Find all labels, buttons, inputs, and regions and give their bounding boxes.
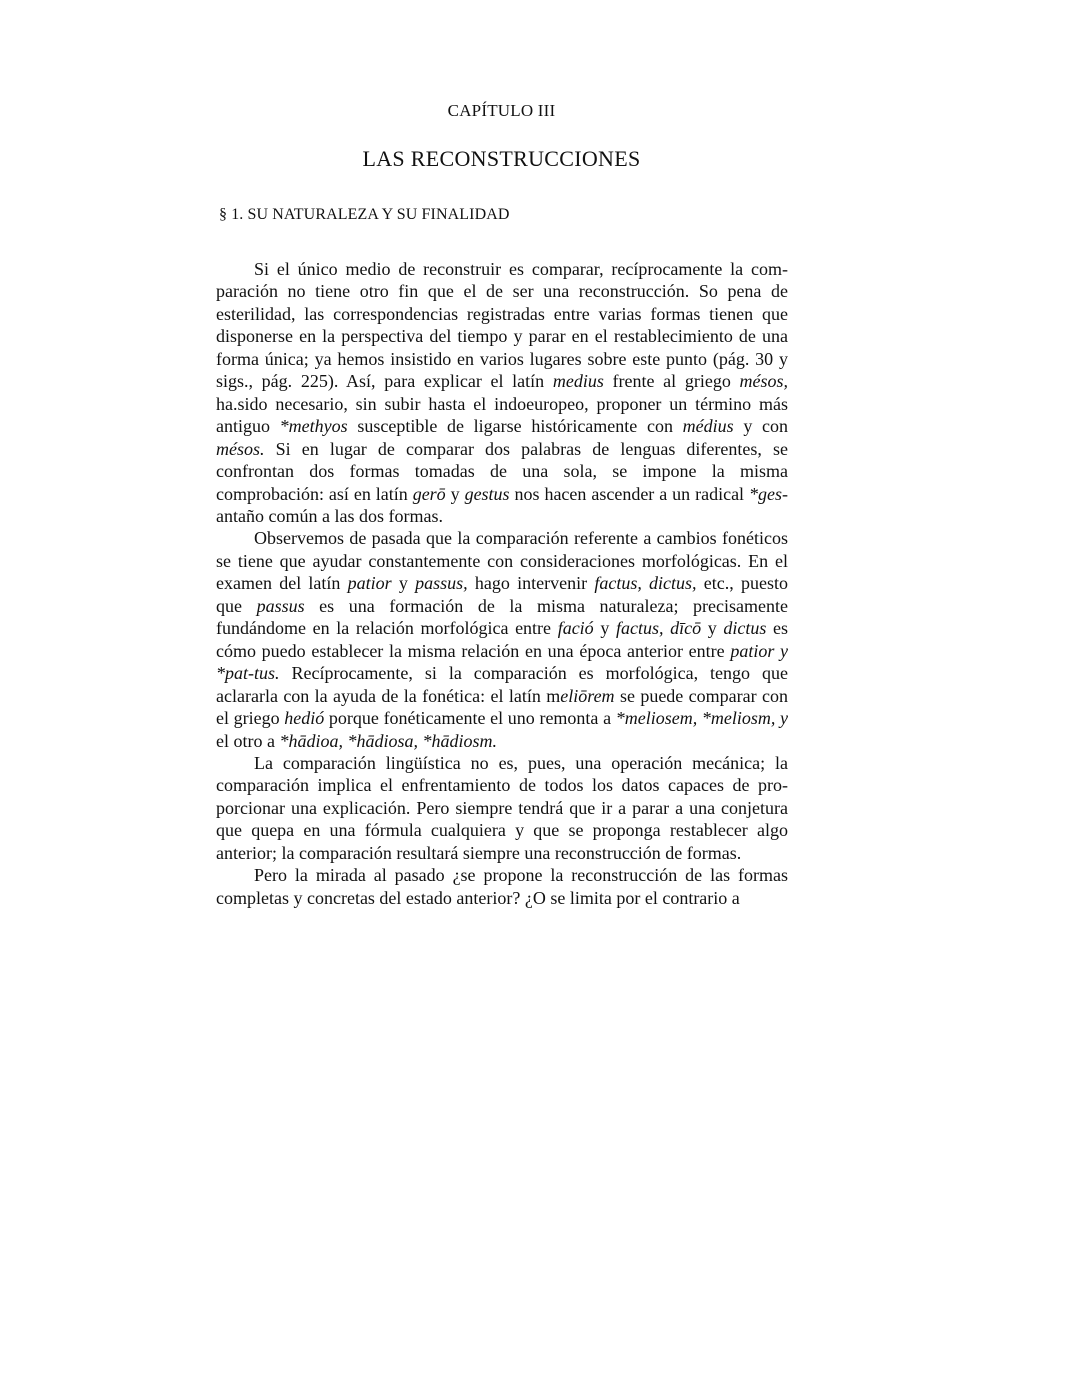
text-run: Si el único medio de reconstruir es comparar, recíprocamente la comparación no tiene otro fin que el de ser una reconstrucción. So pena de esterilidad, las correspondencias registradas entre varias formas tienen que disponerse en la perspectiva del tiempo y parar en el restablecimiento de una forma única; ya hemos insistido en varios lugares sobre este punto (pág. 30 y sigs., pág. 225). Así, para explicar el latín [216, 259, 788, 392]
text-run: y [445, 483, 465, 504]
text-run: es cómo puedo establecer la misma relación en una época anterior entre [216, 618, 789, 661]
italic-term: hedió [284, 708, 325, 729]
italic-term: passus, [415, 573, 468, 594]
italic-term: dictus [723, 618, 767, 639]
italic-term: factus, dīcō [615, 618, 702, 639]
text-run: y [391, 573, 416, 594]
section-heading: § 1. SU NATURALEZA Y SU FINALIDAD [219, 206, 510, 223]
paragraph [216, 258, 788, 527]
text-run: el otro a [216, 730, 280, 751]
italic-term: fació [557, 618, 594, 639]
italic-term: gestus [464, 483, 510, 504]
paragraph [216, 527, 788, 752]
text-run: susceptible de ligarse históricamente con [347, 416, 683, 437]
text-run: frente al griego [603, 371, 740, 392]
text-run: y [701, 618, 724, 639]
chapter-title: LAS RECONSTRUCCIONES [362, 146, 641, 171]
text-run: se puede comparar con el griego [216, 685, 788, 729]
text-run: hago intervenir [467, 573, 595, 594]
italic-term: *meliosem, *meliosm, y [615, 708, 788, 729]
italic-term: gerō [412, 483, 446, 504]
text-run: ha.sido necesario, sin subir hasta el indoeuropeo, proponer un término más antiguo [216, 393, 788, 437]
italic-term: medius [552, 371, 604, 392]
body-text [216, 258, 788, 909]
italic-term: mésos, [739, 371, 788, 392]
text-run: nos hacen ascender a un radical [509, 483, 749, 504]
text-run: porque fonéticamente el uno remonta a [324, 708, 616, 729]
paragraph [216, 864, 788, 909]
text-run: y con [733, 416, 788, 437]
text-run: Pero la mirada al pasado ¿se propone la reconstrucción de las formas completas y concretas del estado anterior? ¿O se limita por el contrario a [216, 865, 788, 908]
text-run: Recíprocamente, si la comparación es morfológica, tengo que aclararla con la ayuda de la fonética: el latín m [216, 663, 788, 706]
italic-term: mésos. [216, 438, 265, 459]
text-run: etc., puesto que [216, 573, 789, 616]
text-run: Si en lugar de comparar dos palabras de lenguas diferentes, se confrontan dos formas tomadas de una sola, se impone la misma comprobación: así en latín [216, 438, 788, 504]
chapter-label: CAPÍTULO III [447, 101, 556, 120]
italic-term: passus [256, 595, 305, 616]
italic-term: patior y *pat-tus. [216, 640, 788, 684]
italic-term: *ges- [749, 483, 788, 504]
italic-term: *hādioa, *hādiosa, *hādiosm. [279, 730, 497, 751]
text-run: y [593, 618, 616, 639]
italic-term: *methyos [279, 416, 348, 437]
text-run: La comparación lingüística no es, pues, una operación mecánica; la comparación implica el enfrentamiento de todos los datos capaces de proporcionar una explicación. Pero siempre tendrá que ir a parar a una conjetura que quepa en una fórmula cualquiera y que se proponga restablecer algo anterior; la comparación resultará siempre una reconstrucción de formas. [216, 752, 788, 863]
paragraph [216, 752, 788, 864]
italic-term: eliōrem [560, 685, 615, 706]
text-run: antaño común a las dos formas. [216, 505, 443, 526]
italic-term: factus, dictus, [594, 573, 697, 594]
italic-term: patior [347, 573, 392, 594]
text-run: es una formación de la misma naturaleza; precisamente fundándome en la relación morfológica entre [216, 595, 788, 639]
text-run: Observemos de pasada que la comparación referente a cambios fonéticos se tiene que ayudar constantemente con consideraciones morfológicas. En el examen del latín [216, 528, 788, 594]
italic-term: médius [682, 416, 734, 437]
